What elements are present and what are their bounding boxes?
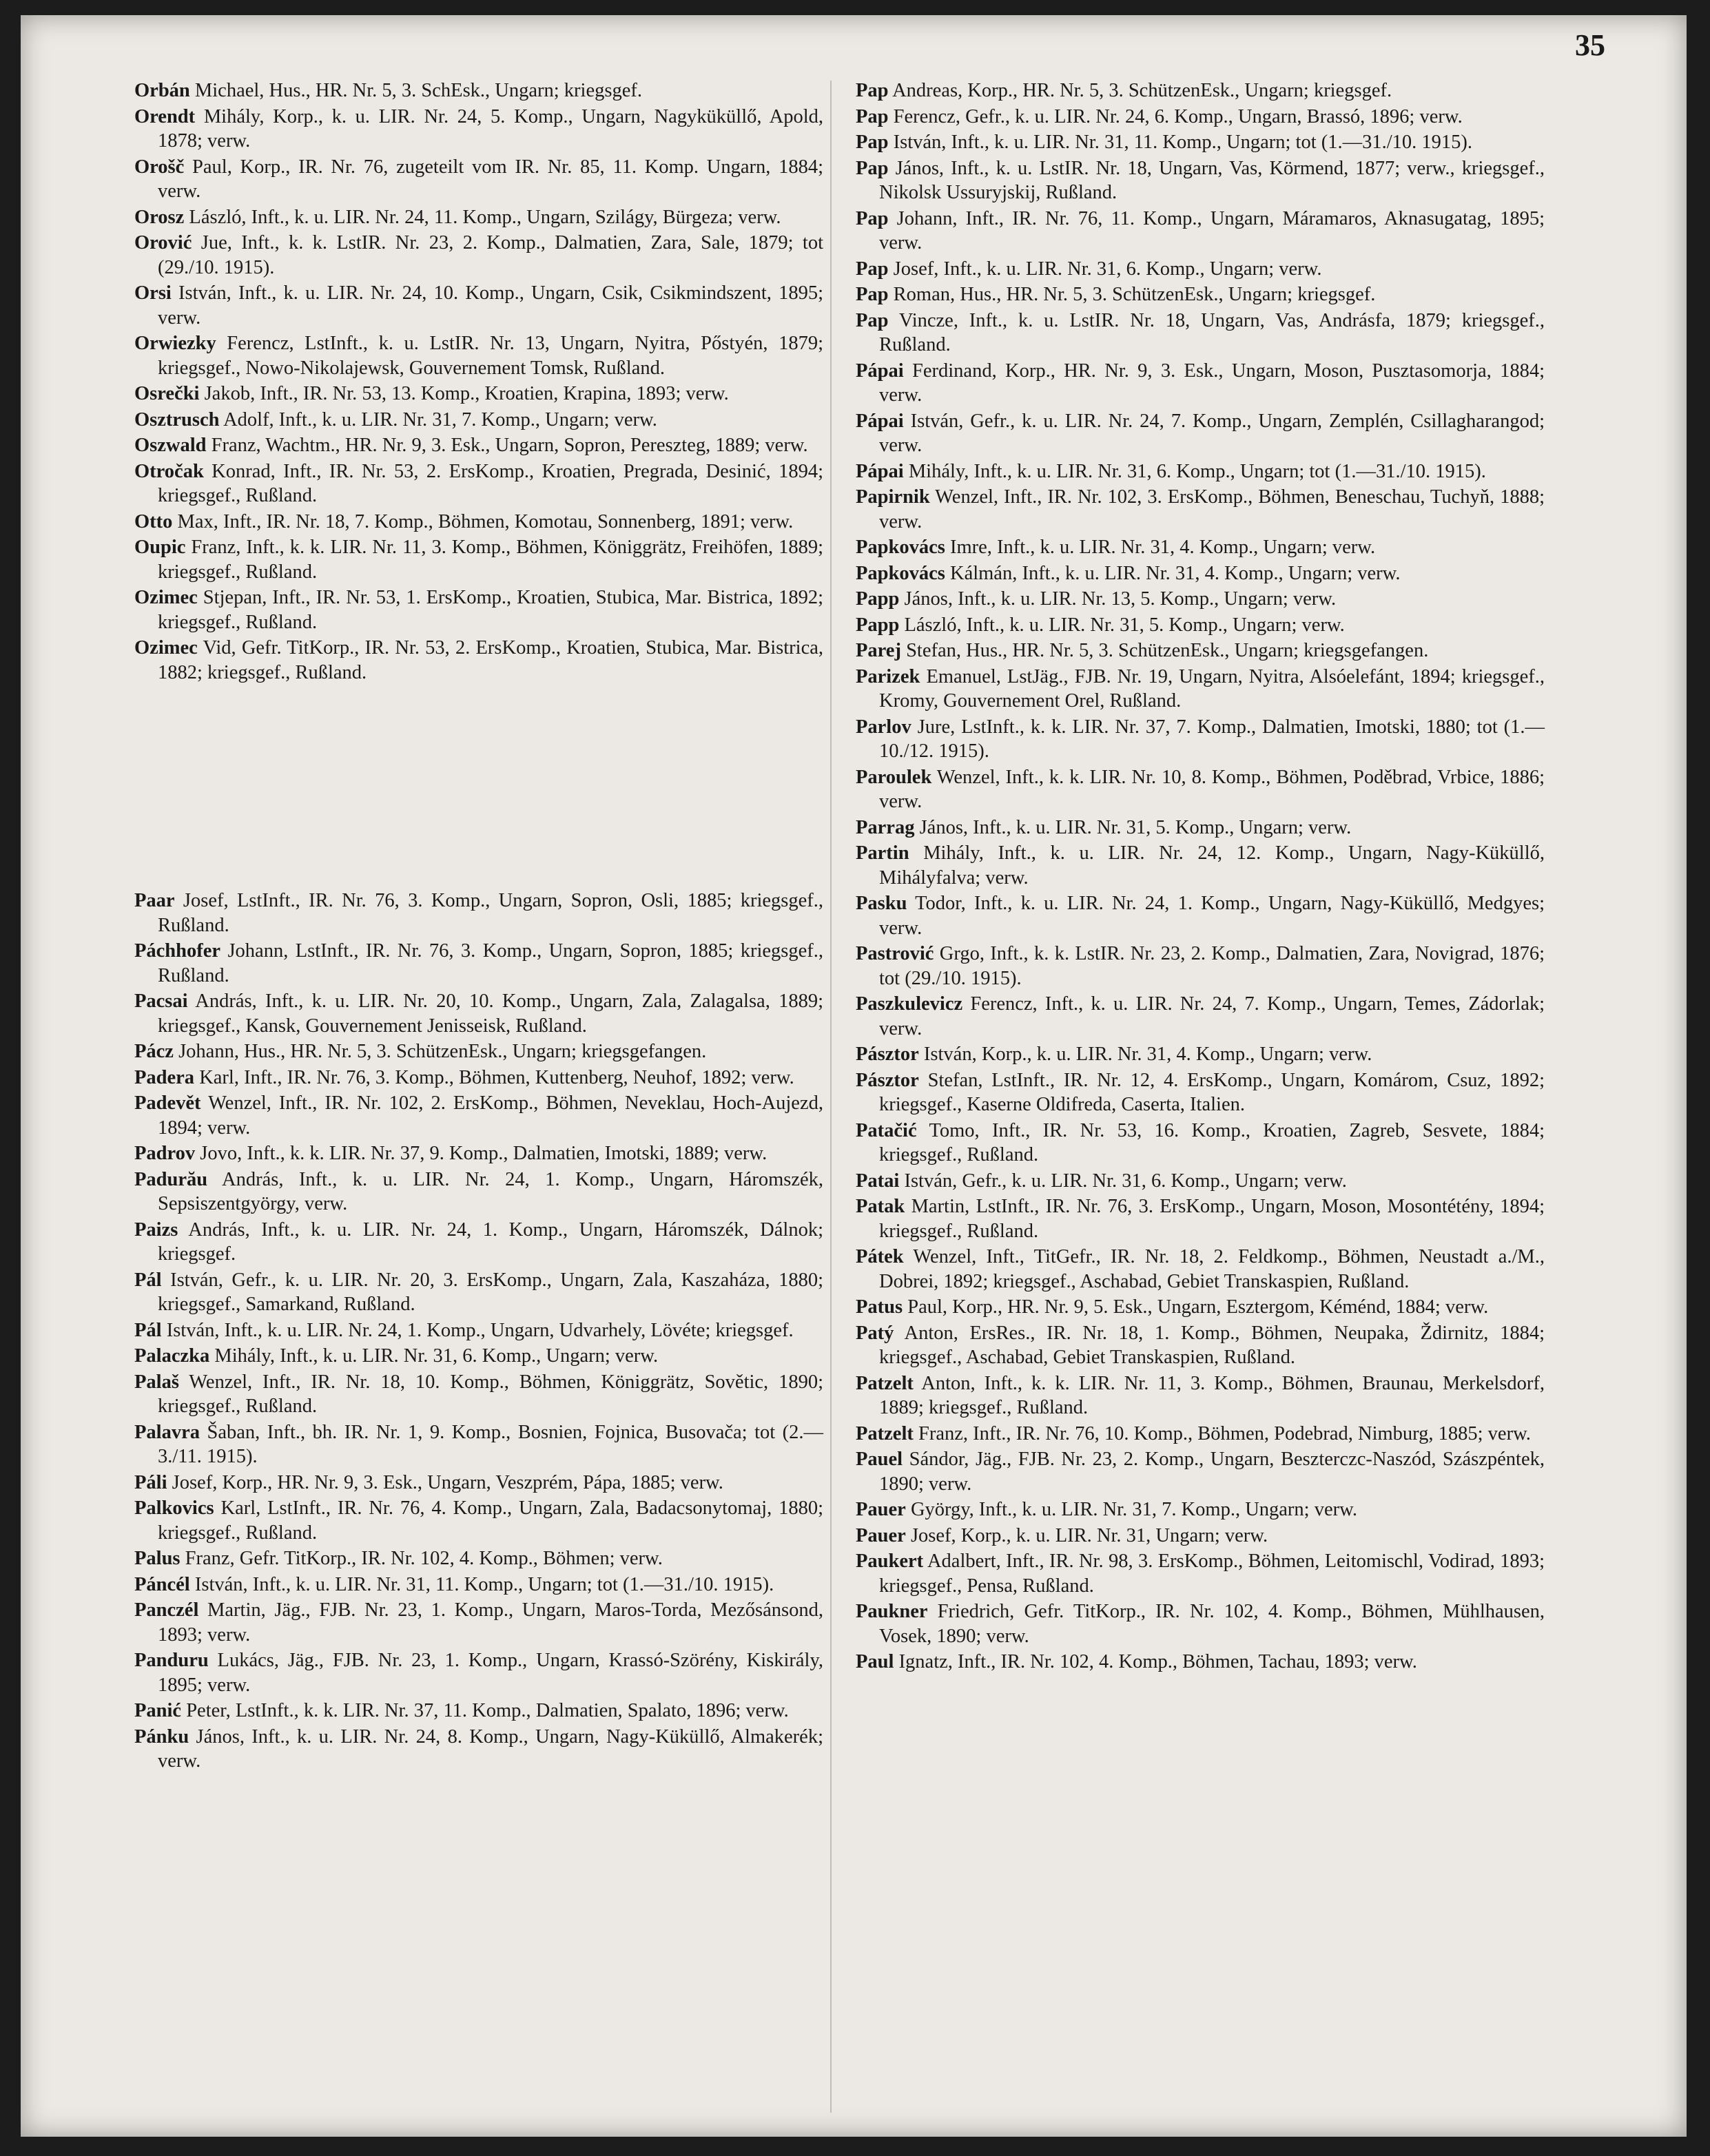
entry-surname: Patzelt xyxy=(856,1372,914,1394)
entry-details: Josef, Korp., HR. Nr. 9, 3. Esk., Ungarn, Veszprém, Pápa, 1885; verw. xyxy=(172,1471,723,1493)
entry-surname: Pauer xyxy=(856,1499,906,1520)
entry-details: István, Inft., k. u. LIR. Nr. 24, 1. Komp., Ungarn, Udvarhely, Lövéte; kriegsgef. xyxy=(166,1319,794,1341)
entry-details: Karl, Inft., IR. Nr. 76, 3. Komp., Böhmen, Kuttenberg, Neuhof, 1892; verw. xyxy=(199,1066,794,1088)
register-entry xyxy=(856,1068,1545,1117)
entry-details: Franz, Inft., IR. Nr. 76, 10. Komp., Böhmen, Podebrad, Nimburg, 1885; verw. xyxy=(918,1422,1531,1444)
entry-surname: Ozimec xyxy=(134,637,198,659)
entry-details: István, Inft., k. u. LIR. Nr. 24, 10. Komp., Ungarn, Csik, Csikmindszent, 1895; verw. xyxy=(158,282,824,329)
entry-details: Franz, Gefr. TitKorp., IR. Nr. 102, 4. Komp., Böhmen; verw. xyxy=(185,1548,663,1569)
register-entry xyxy=(134,1218,823,1267)
entry-surname: Patačić xyxy=(856,1119,917,1141)
register-entry xyxy=(134,1168,823,1216)
register-entry xyxy=(134,510,823,535)
entry-details: László, Inft., k. u. LIR. Nr. 31, 5. Komp., Ungarn; verw. xyxy=(904,614,1345,636)
entry-surname: Paul xyxy=(856,1651,894,1672)
register-entry xyxy=(134,1141,823,1166)
entry-surname: Patai xyxy=(856,1170,900,1192)
entry-details: Anton, ErsRes., IR. Nr. 18, 1. Komp., Böhmen, Neupaka, Ždirnitz, 1884; kriegsgef., Aschabad, Gebiet Transkaspien, Rußland. xyxy=(879,1322,1545,1368)
entry-details: Andreas, Korp., HR. Nr. 5, 3. SchützenEsk., Ungarn; kriegsgef. xyxy=(892,80,1392,101)
entry-details: András, Inft., k. u. LIR. Nr. 20, 10. Komp., Ungarn, Zala, Zalagalsa, 1889; kriegsgef., Kansk, Gouvernement Jenisseisk, Rußland. xyxy=(158,991,823,1037)
register-entry xyxy=(856,459,1545,484)
register-entry xyxy=(856,309,1545,357)
entry-surname: Osztrusch xyxy=(134,408,220,431)
entry-details: Anton, Inft., k. k. LIR. Nr. 11, 3. Komp., Böhmen, Braunau, Merkelsdorf, 1889; kriegsgef., Rußland. xyxy=(879,1372,1545,1418)
entry-details: István, Korp., k. u. LIR. Nr. 31, 4. Komp., Ungarn; verw. xyxy=(923,1044,1372,1065)
entry-surname: Papirnik xyxy=(856,486,930,508)
register-entry xyxy=(134,281,823,330)
entry-surname: Papkovács xyxy=(856,537,945,558)
entry-details: István, Gefr., k. u. LIR. Nr. 24, 7. Komp., Ungarn, Zemplén, Csillagharangod; verw. xyxy=(879,410,1545,456)
entry-surname: Pap xyxy=(856,309,889,331)
register-entry xyxy=(856,282,1545,307)
register-entry xyxy=(856,1447,1545,1496)
register-entry xyxy=(856,1042,1545,1067)
entry-details: Konrad, Inft., IR. Nr. 53, 2. ErsKomp., Kroatien, Pregrada, Desinić, 1894; kriegsgef., Rußland. xyxy=(158,460,823,506)
entry-details: István, Gefr., k. u. LIR. Nr. 20, 3. ErsKomp., Ungarn, Zala, Kaszaháza, 1880; kriegsgef., Samarkand, Rußland. xyxy=(158,1269,824,1315)
entry-surname: Pál xyxy=(134,1319,162,1341)
entry-surname: Pap xyxy=(856,80,889,101)
register-entry xyxy=(856,130,1545,155)
register-entry xyxy=(856,1245,1545,1294)
entry-surname: Otto xyxy=(134,510,173,532)
entry-details: György, Inft., k. u. LIR. Nr. 31, 7. Komp., Ungarn; verw. xyxy=(910,1499,1357,1520)
entry-surname: Pápai xyxy=(856,460,904,482)
left-column-o-entries xyxy=(134,79,823,686)
entry-details: Franz, Wachtm., HR. Nr. 9, 3. Esk., Ungarn, Sopron, Pereszteg, 1889; verw. xyxy=(211,435,808,456)
entry-details: Johann, LstInft., IR. Nr. 76, 3. Komp., Ungarn, Sopron, 1885; kriegsgef., Rußland. xyxy=(158,940,823,986)
entry-details: Friedrich, Gefr. TitKorp., IR. Nr. 102, 4. Komp., Böhmen, Mühlhausen, Vosek, 1890; verw. xyxy=(879,1601,1545,1647)
entry-surname: Oupic xyxy=(134,537,186,558)
entry-surname: Pauer xyxy=(856,1524,906,1546)
entry-details: Adalbert, Inft., IR. Nr. 98, 3. ErsKomp., Böhmen, Leitomischl, Vodirad, 1893; kriegsgef., Pensa, Rußland. xyxy=(879,1551,1545,1597)
register-entry xyxy=(856,613,1545,638)
entry-details: Josef, LstInft., IR. Nr. 76, 3. Komp., Ungarn, Sopron, Osli, 1885; kriegsgef., Rußland. xyxy=(158,890,824,936)
entry-details: Todor, Inft., k. u. LIR. Nr. 24, 1. Komp., Ungarn, Nagy-Küküllő, Medgyes; verw. xyxy=(879,893,1545,939)
register-entry xyxy=(856,587,1545,612)
register-entry xyxy=(134,1370,823,1419)
entry-details: Stefan, Hus., HR. Nr. 5, 3. SchützenEsk., Ungarn; kriegsgefangen. xyxy=(906,640,1429,661)
entry-surname: Parej xyxy=(856,640,901,661)
entry-surname: Paszkulevicz xyxy=(856,993,963,1015)
register-entry xyxy=(856,1497,1545,1522)
entry-details: Lukács, Jäg., FJB. Nr. 23, 1. Komp., Ungarn, Krassó-Szörény, Kiskirály, 1895; verw. xyxy=(158,1650,824,1696)
register-entry xyxy=(134,408,823,433)
register-entry xyxy=(856,105,1545,129)
register-entry xyxy=(134,1471,823,1495)
register-entry xyxy=(856,359,1545,408)
register-entry xyxy=(134,1648,823,1697)
entry-details: Martin, Jäg., FJB. Nr. 23, 1. Komp., Ungarn, Maros-Torda, Mezősánsond, 1893; verw. xyxy=(158,1599,824,1646)
entry-surname: Panczél xyxy=(134,1599,199,1621)
entry-surname: Orbán xyxy=(134,80,190,101)
entry-details: Johann, Inft., IR. Nr. 76, 11. Komp., Ungarn, Máramaros, Aknasugatag, 1895; verw. xyxy=(879,207,1545,253)
entry-surname: Orendt xyxy=(134,105,196,127)
register-entry xyxy=(856,1650,1545,1675)
register-entry xyxy=(134,889,823,937)
entry-surname: Orosz xyxy=(134,206,185,228)
register-entry xyxy=(134,939,823,988)
register-entry xyxy=(856,942,1545,991)
register-entry xyxy=(856,1295,1545,1320)
register-entry xyxy=(856,409,1545,458)
entry-surname: Patzelt xyxy=(856,1422,914,1444)
register-entry xyxy=(856,1422,1545,1447)
register-entry xyxy=(856,1549,1545,1598)
register-entry xyxy=(856,535,1545,560)
entry-details: Peter, LstInft., k. k. LIR. Nr. 37, 11. Komp., Dalmatien, Spalato, 1896; verw. xyxy=(186,1700,789,1721)
register-entry xyxy=(134,1496,823,1545)
entry-surname: Pátek xyxy=(856,1246,904,1267)
entry-surname: Papp xyxy=(856,588,900,610)
register-entry xyxy=(134,1066,823,1090)
entry-details: Adolf, Inft., k. u. LIR. Nr. 31, 7. Komp., Ungarn; verw. xyxy=(223,408,657,431)
entry-surname: Pap xyxy=(856,258,889,280)
entry-surname: Pap xyxy=(856,157,889,179)
entry-surname: Páli xyxy=(134,1471,167,1493)
entry-details: Stefan, LstInft., IR. Nr. 12, 4. ErsKomp., Ungarn, Komárom, Csuz, 1892; kriegsgef., Kaserne Oldifreda, Caserta, Italien. xyxy=(879,1069,1545,1115)
entry-details: János, Inft., k. u. LIR. Nr. 24, 8. Komp., Ungarn, Nagy-Küküllő, Almakerék; verw. xyxy=(158,1725,823,1772)
register-entry xyxy=(134,1725,823,1774)
entry-details: András, Inft., k. u. LIR. Nr. 24, 1. Komp., Ungarn, Háromszék, Sepsiszentgyörgy, verw. xyxy=(158,1168,823,1214)
entry-surname: Páchhofer xyxy=(134,940,221,962)
entry-details: Paul, Korp., IR. Nr. 76, zugeteilt vom IR. Nr. 85, 11. Komp. Ungarn, 1884; verw. xyxy=(158,156,824,202)
entry-surname: Pánku xyxy=(134,1725,189,1748)
register-entry xyxy=(134,155,823,204)
register-entry xyxy=(856,715,1545,764)
entry-surname: Padurău xyxy=(134,1168,208,1190)
document-page xyxy=(21,15,1687,2137)
entry-details: Mihály, Inft., k. u. LIR. Nr. 24, 12. Komp., Ungarn, Nagy-Küküllő, Mihályfalva; verw. xyxy=(879,842,1545,889)
entry-details: Tomo, Inft., IR. Nr. 53, 16. Komp., Kroatien, Zagreb, Sesvete, 1884; kriegsgef., Rußland. xyxy=(879,1119,1545,1165)
register-entry xyxy=(856,1321,1545,1370)
entry-details: Jure, LstInft., k. k. LIR. Nr. 37, 7. Komp., Dalmatien, Imotski, 1880; tot (1.—10./12. 1915). xyxy=(879,716,1545,762)
entry-surname: Papp xyxy=(856,614,900,636)
register-entry xyxy=(856,816,1545,840)
register-entry xyxy=(856,207,1545,256)
register-entry xyxy=(134,205,823,230)
entry-details: János, Inft., k. u. LIR. Nr. 31, 5. Komp., Ungarn; verw. xyxy=(919,816,1352,838)
entry-details: Mihály, Korp., k. u. LIR. Nr. 24, 5. Komp., Ungarn, Nagyküküllő, Apold, 1878; verw. xyxy=(158,105,823,152)
entry-details: Stjepan, Inft., IR. Nr. 53, 1. ErsKomp., Kroatien, Stubica, Mar. Bistrica, 1892; kriegsgef., Rußland. xyxy=(158,587,824,633)
entry-surname: Páncél xyxy=(134,1573,190,1595)
register-entry xyxy=(856,561,1545,586)
entry-surname: Pastrović xyxy=(856,943,934,964)
register-entry xyxy=(856,1169,1545,1194)
entry-surname: Partin xyxy=(856,842,909,864)
entry-surname: Palaš xyxy=(134,1371,179,1393)
register-entry xyxy=(856,1119,1545,1168)
entry-details: István, Inft., k. u. LIR. Nr. 31, 11. Komp., Ungarn; tot (1.—31./10. 1915). xyxy=(893,132,1473,153)
register-entry xyxy=(134,636,823,685)
entry-surname: Patý xyxy=(856,1322,894,1344)
column-divider xyxy=(830,81,832,2113)
register-entry xyxy=(134,1598,823,1647)
entry-details: Jovo, Inft., k. k. LIR. Nr. 37, 9. Komp., Dalmatien, Imotski, 1889; verw. xyxy=(200,1143,768,1164)
entry-surname: Patak xyxy=(856,1196,905,1217)
entry-details: Mihály, Inft., k. u. LIR. Nr. 31, 6. Komp., Ungarn; tot (1.—31./10. 1915). xyxy=(908,460,1486,482)
entry-surname: Pasku xyxy=(856,893,907,914)
entry-surname: Pápai xyxy=(856,360,904,382)
entry-details: Ferencz, Gefr., k. u. LIR. Nr. 24, 6. Komp., Ungarn, Brassó, 1896; verw. xyxy=(893,105,1463,127)
entry-details: Karl, LstInft., IR. Nr. 76, 4. Komp., Ungarn, Zala, Badacsonytomaj, 1880; kriegsgef., Rußland. xyxy=(158,1497,823,1544)
entry-details: László, Inft., k. u. LIR. Nr. 24, 11. Komp., Ungarn, Szilágy, Bürgeza; verw. xyxy=(189,206,781,228)
entry-details: Wenzel, Inft., IR. Nr. 18, 10. Komp., Böhmen, Königgrätz, Sovětic, 1890; kriegsgef., Rußland. xyxy=(158,1371,823,1417)
register-entry xyxy=(856,765,1545,814)
entry-surname: Pauel xyxy=(856,1449,903,1470)
register-entry xyxy=(134,79,823,103)
register-entry xyxy=(134,331,823,380)
entry-details: Vincze, Inft., k. u. LstIR. Nr. 18, Ungarn, Vas, Andrásfa, 1879; kriegsgef., Rußland. xyxy=(879,309,1545,355)
entry-surname: Pap xyxy=(856,284,889,305)
entry-surname: Paukner xyxy=(856,1601,928,1622)
register-entry xyxy=(856,257,1545,282)
entry-surname: Padera xyxy=(134,1066,195,1088)
entry-surname: Patus xyxy=(856,1296,903,1318)
entry-details: Wenzel, Inft., IR. Nr. 102, 2. ErsKomp., Böhmen, Neveklau, Hoch-Aujezd, 1894; verw. xyxy=(158,1092,823,1139)
entry-surname: Padrov xyxy=(134,1143,196,1164)
entry-details: Mihály, Inft., k. u. LIR. Nr. 31, 6. Komp., Ungarn; verw. xyxy=(214,1345,659,1367)
entry-surname: Panić xyxy=(134,1700,182,1721)
entry-surname: Pápai xyxy=(856,410,904,432)
entry-surname: Pap xyxy=(856,207,889,229)
register-entry xyxy=(134,1546,823,1571)
register-entry xyxy=(856,485,1545,534)
entry-details: Vid, Gefr. TitKorp., IR. Nr. 53, 2. ErsKomp., Kroatien, Stubica, Mar. Bistrica, 1882; kriegsgef., Rußland. xyxy=(158,637,823,683)
entry-details: Ferdinand, Korp., HR. Nr. 9, 3. Esk., Ungarn, Moson, Pusztasomorja, 1884; verw. xyxy=(879,360,1545,406)
entry-surname: Paukert xyxy=(856,1551,924,1572)
entry-surname: Pásztor xyxy=(856,1044,919,1065)
register-entry xyxy=(134,433,823,458)
register-entry xyxy=(134,231,823,280)
entry-details: Wenzel, Inft., k. k. LIR. Nr. 10, 8. Komp., Böhmen, Poděbrad, Vrbice, 1886; verw. xyxy=(879,766,1545,812)
entry-surname: Parrag xyxy=(856,816,915,838)
entry-details: Michael, Hus., HR. Nr. 5, 3. SchEsk., Ungarn; kriegsgef. xyxy=(194,80,642,101)
entry-surname: Osrečki xyxy=(134,383,200,404)
entry-surname: Palaczka xyxy=(134,1345,210,1367)
entry-details: Ignatz, Inft., IR. Nr. 102, 4. Komp., Böhmen, Tachau, 1893; verw. xyxy=(898,1651,1417,1672)
entry-surname: Pap xyxy=(856,105,889,127)
entry-surname: Paroulek xyxy=(856,766,932,788)
entry-details: Roman, Hus., HR. Nr. 5, 3. SchützenEsk., Ungarn; kriegsgef. xyxy=(893,284,1376,305)
register-entry xyxy=(856,79,1545,103)
entry-surname: Orwiezky xyxy=(134,333,216,354)
entry-details: Sándor, Jäg., FJB. Nr. 23, 2. Komp., Ungarn, Beszterczc-Naszód, Szászpéntek, 1890; verw. xyxy=(879,1449,1545,1495)
register-entry xyxy=(134,1268,823,1317)
register-entry xyxy=(856,665,1545,714)
entry-surname: Padevět xyxy=(134,1092,201,1114)
register-entry xyxy=(856,639,1545,663)
entry-details: János, Inft., k. u. LstIR. Nr. 18, Ungarn, Vas, Körmend, 1877; verw., kriegsgef., Nikolsk Ussuryjskij, Rußland. xyxy=(879,157,1545,203)
entry-surname: Otročak xyxy=(134,460,204,482)
entry-details: Jue, Inft., k. k. LstIR. Nr. 23, 2. Komp., Dalmatien, Zara, Sale, 1879; tot (29./10. 1915). xyxy=(158,232,824,278)
entry-details: Kálmán, Inft., k. u. LIR. Nr. 31, 4. Komp., Ungarn; verw. xyxy=(949,562,1401,584)
entry-surname: Palkovics xyxy=(134,1497,214,1519)
entry-details: Jakob, Inft., IR. Nr. 53, 13. Komp., Kroatien, Krapina, 1893; verw. xyxy=(204,383,729,404)
entry-surname: Panduru xyxy=(134,1650,209,1671)
register-entry xyxy=(134,459,823,508)
entry-surname: Parlov xyxy=(856,716,911,738)
entry-details: Martin, LstInft., IR. Nr. 76, 3. ErsKomp., Ungarn, Moson, Mosontétény, 1894; kriegsgef., Rußland. xyxy=(879,1196,1545,1242)
register-entry xyxy=(856,992,1545,1041)
register-entry xyxy=(856,841,1545,890)
right-column-entries xyxy=(856,79,1545,1676)
entry-surname: Palavra xyxy=(134,1421,200,1443)
entry-surname: Palus xyxy=(134,1548,181,1569)
entry-details: János, Inft., k. u. LIR. Nr. 13, 5. Komp., Ungarn; verw. xyxy=(904,588,1337,610)
register-entry xyxy=(856,156,1545,205)
register-entry xyxy=(134,382,823,406)
entry-surname: Paizs xyxy=(134,1219,178,1241)
register-entry xyxy=(134,1420,823,1469)
entry-surname: Pásztor xyxy=(856,1069,919,1091)
page-number: 35 xyxy=(1575,28,1605,62)
register-entry xyxy=(134,1573,823,1597)
entry-surname: Pap xyxy=(856,132,889,153)
register-entry xyxy=(134,1039,823,1064)
entry-surname: Orsi xyxy=(134,282,172,304)
entry-details: Josef, Korp., k. u. LIR. Nr. 31, Ungarn; verw. xyxy=(910,1524,1268,1546)
register-entry xyxy=(856,891,1545,940)
entry-surname: Pacsai xyxy=(134,991,188,1012)
entry-details: Wenzel, Inft., IR. Nr. 102, 3. ErsKomp., Böhmen, Beneschau, Tuchyň, 1888; verw. xyxy=(879,486,1545,532)
entry-surname: Paar xyxy=(134,890,175,911)
register-entry xyxy=(134,535,823,584)
entry-details: Emanuel, LstJäg., FJB. Nr. 19, Ungarn, Nyitra, Alsóelefánt, 1894; kriegsgef., Kromy, Gouvernement Orel, Rußland. xyxy=(879,665,1545,712)
entry-details: István, Gefr., k. u. LIR. Nr. 31, 6. Komp., Ungarn; verw. xyxy=(904,1170,1347,1192)
entry-details: Johann, Hus., HR. Nr. 5, 3. SchützenEsk., Ungarn; kriegsgefangen. xyxy=(178,1041,707,1062)
entry-details: András, Inft., k. u. LIR. Nr. 24, 1. Komp., Ungarn, Háromszék, Dálnok; kriegsgef. xyxy=(158,1219,823,1265)
entry-details: Šaban, Inft., bh. IR. Nr. 1, 9. Komp., Bosnien, Fojnica, Busovača; tot (2.—3./11. 1915). xyxy=(158,1421,824,1467)
entry-details: Imre, Inft., k. u. LIR. Nr. 31, 4. Komp., Ungarn; verw. xyxy=(949,537,1376,558)
register-entry xyxy=(856,1524,1545,1548)
register-entry xyxy=(134,585,823,634)
register-entry xyxy=(856,1194,1545,1243)
entry-surname: Papkovács xyxy=(856,562,945,584)
entry-surname: Pál xyxy=(134,1269,162,1291)
register-entry xyxy=(134,1344,823,1369)
entry-details: Ferencz, Inft., k. u. LIR. Nr. 24, 7. Komp., Ungarn, Temes, Zádorlak; verw. xyxy=(879,993,1545,1039)
entry-details: Grgo, Inft., k. k. LstIR. Nr. 23, 2. Komp., Dalmatien, Zara, Novigrad, 1876; tot (29./10. 1915). xyxy=(879,943,1545,989)
entry-surname: Oszwald xyxy=(134,435,207,456)
entry-surname: Orović xyxy=(134,232,192,253)
register-entry xyxy=(134,1091,823,1140)
register-entry xyxy=(856,1371,1545,1420)
entry-details: István, Inft., k. u. LIR. Nr. 31, 11. Komp., Ungarn; tot (1.—31./10. 1915). xyxy=(194,1573,774,1595)
left-column-p-entries xyxy=(134,889,823,1775)
register-entry xyxy=(856,1599,1545,1648)
entry-details: Wenzel, Inft., TitGefr., IR. Nr. 18, 2. Feldkomp., Böhmen, Neustadt a./M., Dobrei, 1892; kriegsgef., Aschabad, Gebiet Transkaspien, Rußland. xyxy=(879,1246,1545,1292)
register-entry xyxy=(134,989,823,1038)
entry-details: Max, Inft., IR. Nr. 18, 7. Komp., Böhmen, Komotau, Sonnenberg, 1891; verw. xyxy=(177,510,794,532)
entry-details: Franz, Inft., k. k. LIR. Nr. 11, 3. Komp., Böhmen, Königgrätz, Freihöfen, 1889; kriegsgef., Rußland. xyxy=(158,537,824,583)
entry-surname: Parizek xyxy=(856,665,920,687)
entry-surname: Ozimec xyxy=(134,587,198,608)
register-entry xyxy=(134,1318,823,1343)
register-entry xyxy=(134,1699,823,1723)
entry-surname: Orošč xyxy=(134,156,185,178)
entry-surname: Pácz xyxy=(134,1041,174,1062)
register-entry xyxy=(134,105,823,154)
entry-details: Josef, Inft., k. u. LIR. Nr. 31, 6. Komp., Ungarn; verw. xyxy=(893,258,1322,280)
entry-details: Ferencz, LstInft., k. u. LstIR. Nr. 13, Ungarn, Nyitra, Pőstyén, 1879; kriegsgef., Nowo-Nikolajewsk, Gouvernement Tomsk, Rußland. xyxy=(158,333,824,379)
entry-details: Paul, Korp., HR. Nr. 9, 5. Esk., Ungarn, Esztergom, Kéménd, 1884; verw. xyxy=(907,1296,1489,1318)
